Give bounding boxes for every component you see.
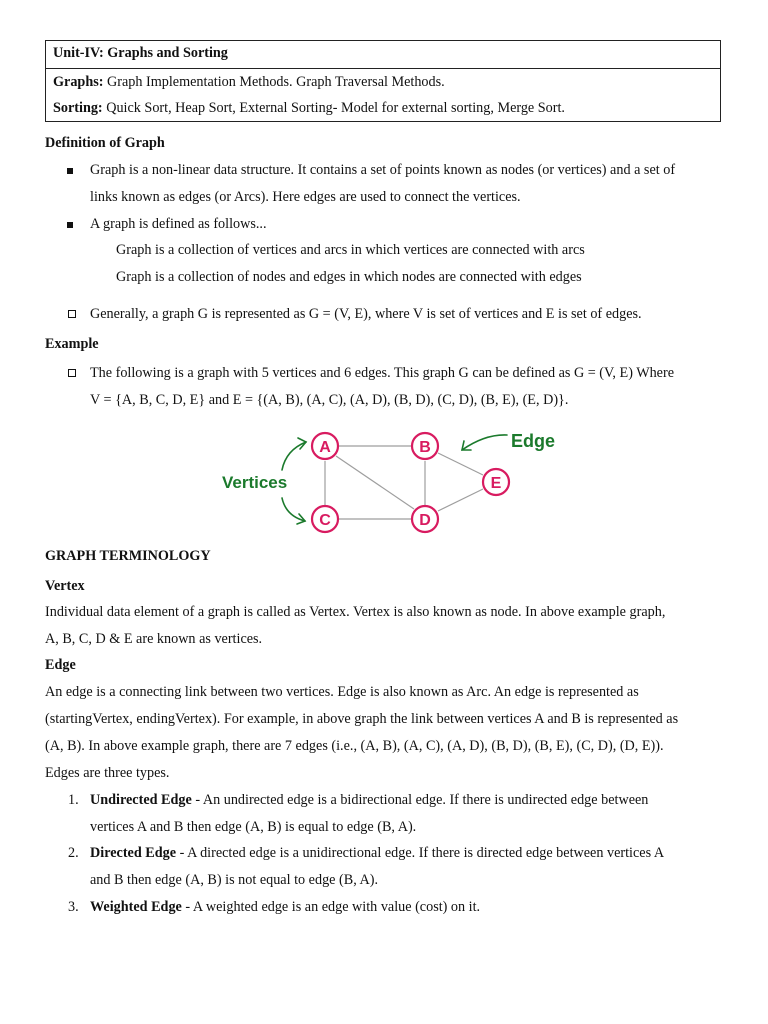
definition-indent2: Graph is a collection of nodes and edges in which nodes are connected with edges	[116, 269, 582, 285]
node-b	[412, 433, 438, 459]
node-d-label: D	[419, 512, 431, 529]
edge-line3: (A, B). In above example graph, there are 7 edges (i.e., (A, B), (A, C), (A, D), (B, D), (B, E), (C, D), (D, E)).	[45, 738, 664, 754]
vertex-line2: A, B, C, D & E are known as vertices.	[45, 631, 263, 647]
edge-type-label: Directed Edge	[90, 845, 177, 861]
edge-line4: Edges are three types.	[45, 765, 170, 781]
edge-type-text: - A weighted edge is an edge with value (cost) on it.	[181, 899, 481, 915]
graph-edges	[325, 446, 483, 519]
edge-b-e	[438, 453, 483, 475]
vertices-label: Vertices	[222, 473, 288, 492]
bullet-icon	[67, 222, 73, 228]
edge-type-label: Weighted Edge	[90, 899, 182, 915]
edge-e-d	[438, 489, 483, 511]
edge-type-number: 1.	[68, 792, 79, 808]
checkbox-bullet-icon	[68, 310, 76, 318]
edge-type-directed	[90, 845, 664, 862]
edge-type-number: 3.	[68, 899, 79, 915]
unit-graphs-line	[46, 71, 720, 97]
edge-line1: An edge is a connecting link between two vertices. Edge is also known as Arc. An edge is represented as	[45, 684, 639, 700]
definition-bullet1-line1: Graph is a non-linear data structure. It contains a set of points known as nodes (or vertices) and a set of	[90, 162, 676, 178]
definition-bullet2: A graph is defined as follows...	[90, 216, 267, 232]
unit-sorting-line	[46, 97, 720, 123]
node-d	[412, 506, 438, 532]
edge-type-text-line2: and B then edge (A, B) is not equal to edge (B, A).	[90, 872, 379, 888]
definition-heading: Definition of Graph	[45, 135, 165, 151]
checkbox-bullet-icon	[68, 369, 76, 377]
edge-type-undirected	[90, 792, 648, 809]
edge-type-text-line2: vertices A and B then edge (A, B) is equal to edge (B, A).	[90, 819, 417, 835]
definition-indent1: Graph is a collection of vertices and arcs in which vertices are connected with arcs	[116, 242, 585, 258]
vertex-heading: Vertex	[45, 578, 85, 594]
node-e-label: E	[490, 475, 502, 492]
vertex-line1: Individual data element of a graph is called as Vertex. Vertex is also known as node. In above example graph,	[45, 604, 666, 620]
example-line1: The following is a graph with 5 vertices and 6 edges. This graph G can be defined as G = (V, E) Where	[90, 365, 675, 381]
unit-summary-box	[45, 40, 721, 122]
edge-line2: (startingVertex, endingVertex). For example, in above graph the link between vertices A and B is represented as	[45, 711, 679, 727]
edge-type-label: Undirected Edge	[90, 792, 192, 808]
definition-bullet1-line2: links known as edges (or Arcs). Here edges are used to connect the vertices.	[90, 189, 521, 205]
edge-type-number: 2.	[68, 845, 79, 861]
terminology-heading: GRAPH TERMINOLOGY	[45, 548, 211, 564]
edge-heading: Edge	[45, 657, 76, 673]
edge-type-weighted	[90, 899, 480, 916]
example-heading: Example	[45, 336, 99, 352]
edge-type-text: - An undirected edge is a bidirectional edge. If there is undirected edge between	[191, 792, 649, 808]
edge-callout-label: Edge	[511, 431, 556, 451]
graphs-text: Graph Implementation Methods. Graph Traversal Methods.	[107, 74, 445, 90]
node-a	[312, 433, 338, 459]
node-c-label: C	[319, 512, 331, 529]
graphs-label: Graphs:	[53, 74, 104, 90]
bullet-icon	[67, 168, 73, 174]
node-b-label: B	[419, 439, 431, 456]
sorting-text: Quick Sort, Heap Sort, External Sorting- Model for external sorting, Merge Sort.	[106, 100, 565, 116]
edge-type-text: - A directed edge is a unidirectional edge. If there is directed edge between vertices A	[176, 845, 665, 861]
edge-a-d	[336, 456, 414, 509]
unit-title: Unit-IV: Graphs and Sorting	[46, 41, 720, 69]
sorting-label: Sorting:	[53, 100, 103, 116]
definition-generally: Generally, a graph G is represented as G = (V, E), where V is set of vertices and E is set of edges.	[90, 306, 642, 322]
node-a-label: A	[319, 439, 331, 456]
graph-figure	[0, 420, 768, 550]
node-e	[483, 469, 509, 495]
example-line2: V = {A, B, C, D, E} and E = {(A, B), (A, C), (A, D), (B, D), (C, D), (B, E), (E, D)}.	[90, 392, 569, 408]
node-c	[312, 506, 338, 532]
edge-arrow-icon	[462, 435, 507, 450]
